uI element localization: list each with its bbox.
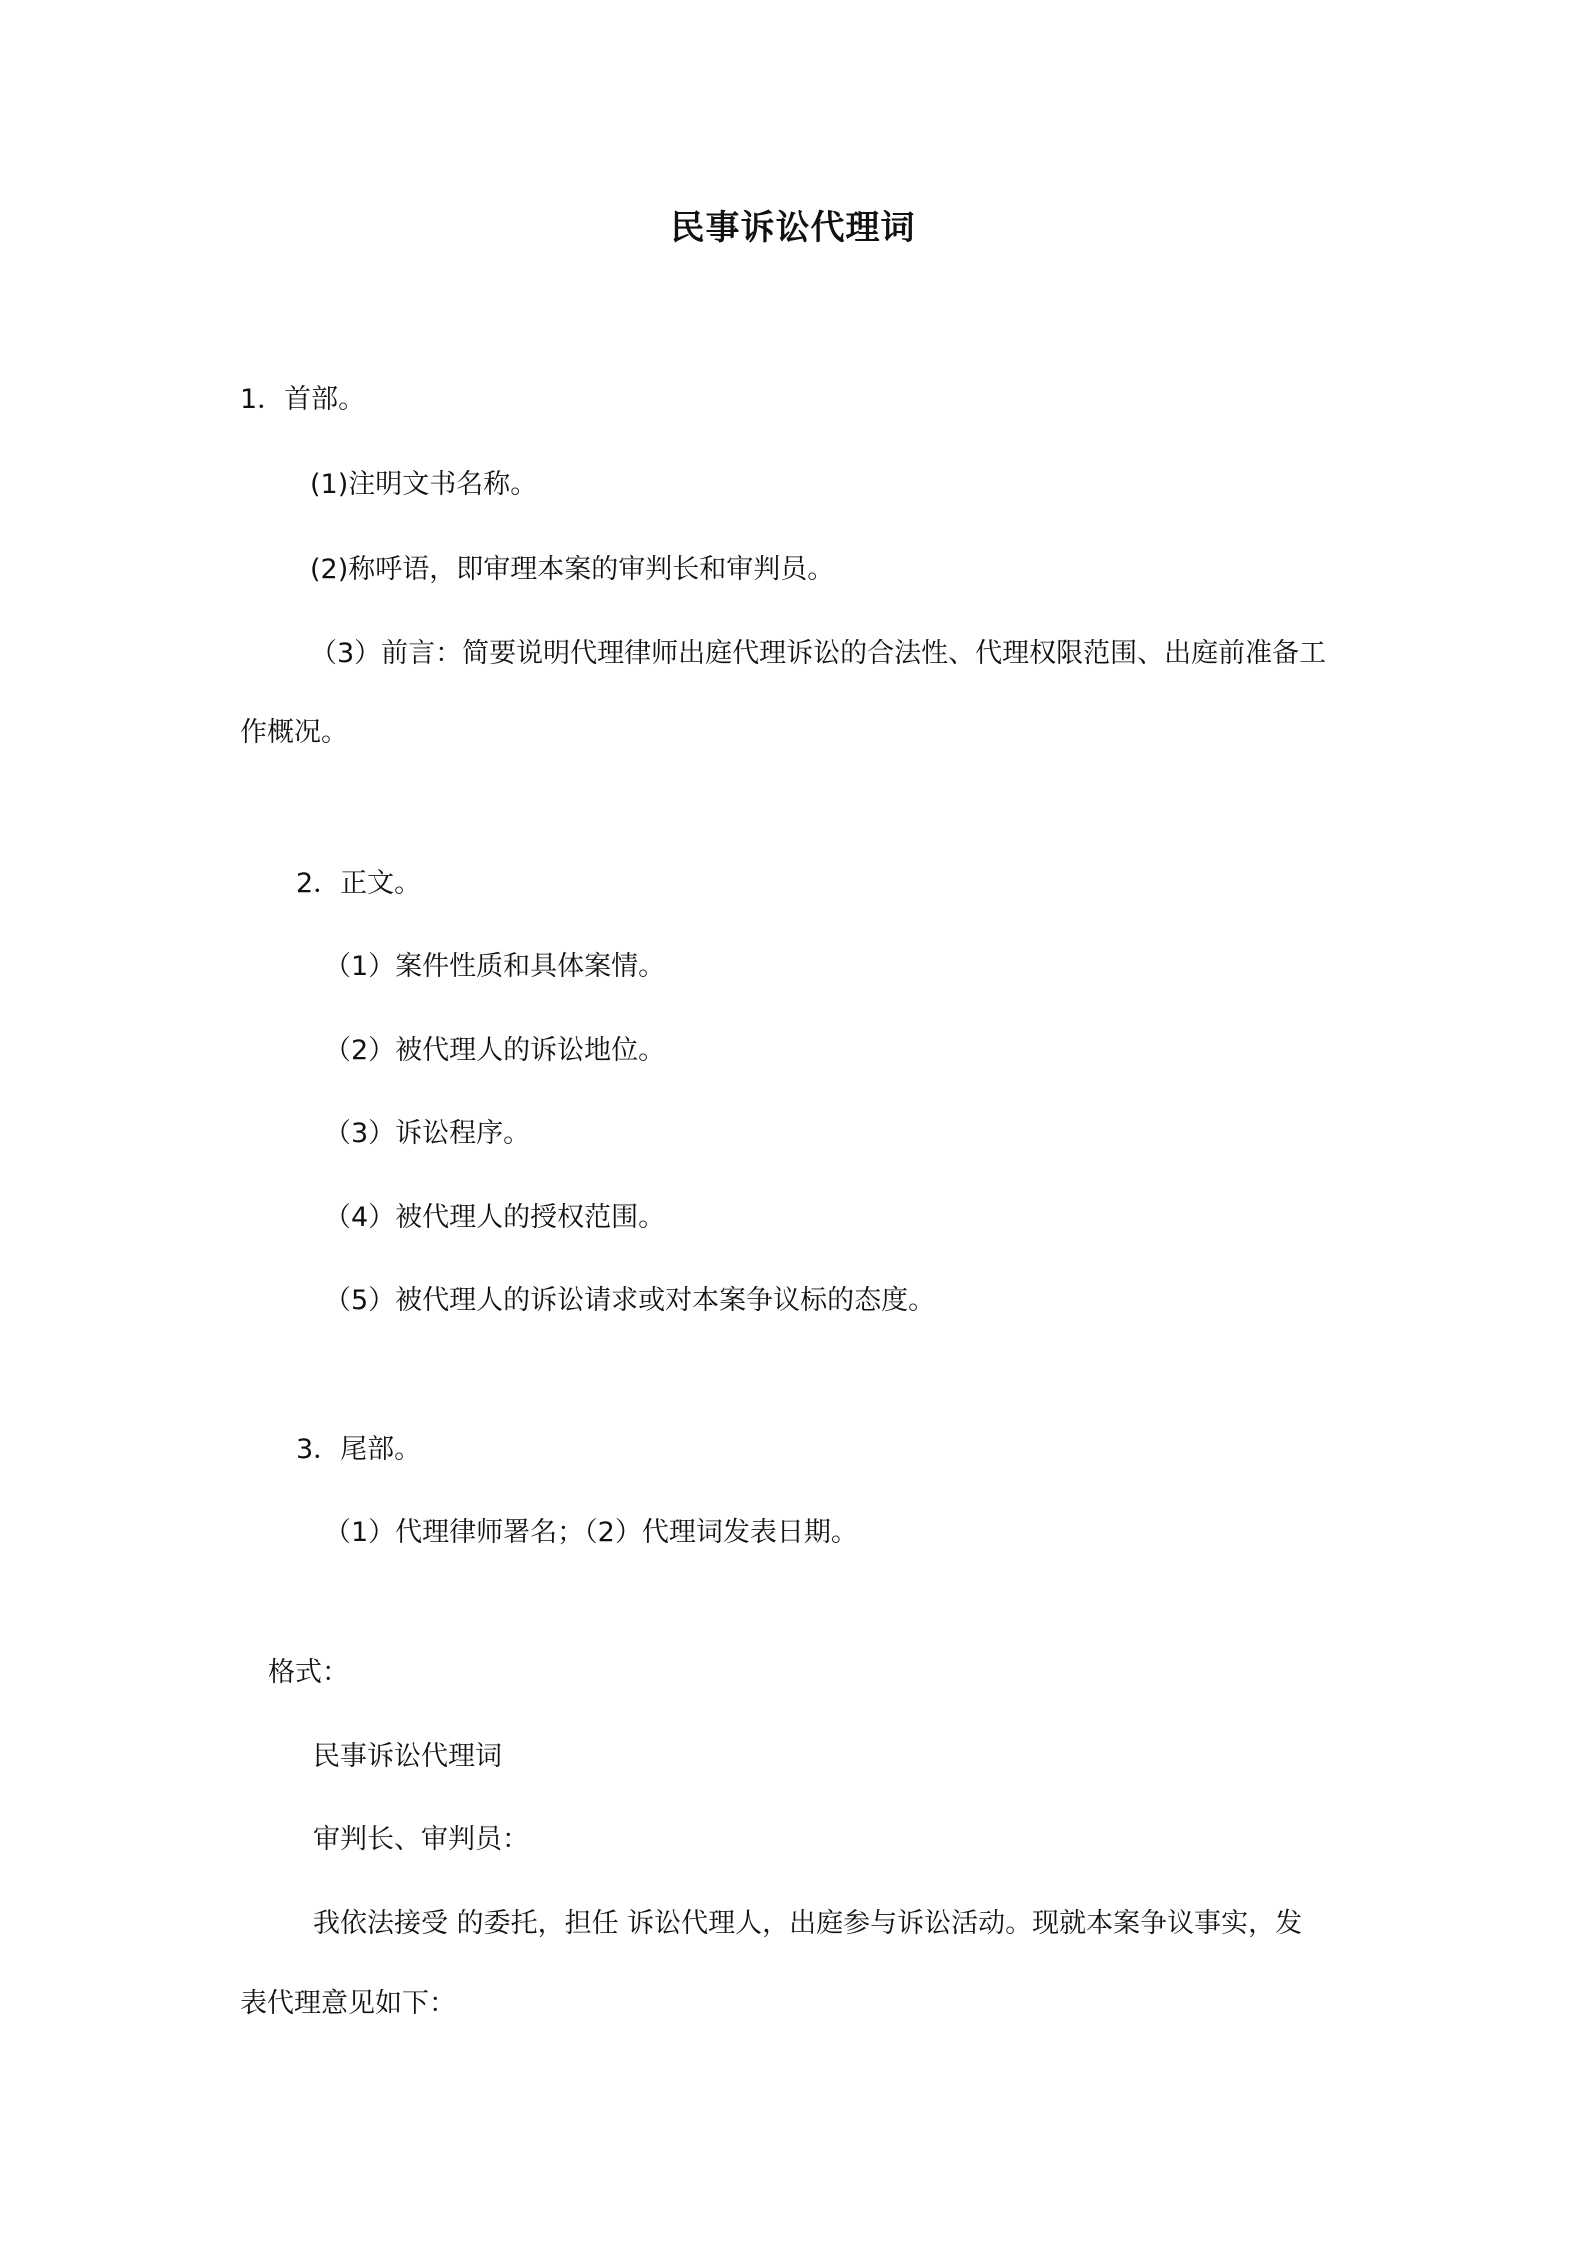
section1-item1: (1)注明文书名称。 — [310, 469, 538, 500]
document-title: 民事诉讼代理词 — [670, 208, 916, 248]
section3-item1: （1）代理律师署名；（2）代理词发表日期。 — [324, 1517, 858, 1548]
section2-item4: （4）被代理人的授权范围。 — [324, 1202, 666, 1233]
section1-item3-line1: （3）前言：简要说明代理律师出庭代理诉讼的合法性、代理权限范围、出庭前准备工 — [310, 638, 1327, 669]
section1-item2: (2)称呼语，即审理本案的审判长和审判员。 — [310, 554, 835, 585]
section2-item2: （2）被代理人的诉讼地位。 — [324, 1035, 666, 1066]
section1-item3-line2: 作概况。 — [240, 717, 348, 748]
section2-heading: 2．正文。 — [296, 868, 422, 899]
section3-heading: 3．尾部。 — [296, 1434, 422, 1465]
format-doc-title: 民事诉讼代理词 — [313, 1741, 502, 1772]
format-body-line1: 我依法接受 的委托，担任 诉讼代理人，出庭参与诉讼活动。现就本案争议事实，发 — [313, 1908, 1303, 1939]
format-salutation: 审判长、审判员： — [313, 1824, 529, 1855]
format-heading: 格式： — [268, 1657, 349, 1688]
section2-item3: （3）诉讼程序。 — [324, 1118, 531, 1149]
section2-item1: （1）案件性质和具体案情。 — [324, 951, 666, 982]
section1-heading: 1．首部。 — [240, 384, 366, 415]
section2-item5: （5）被代理人的诉讼请求或对本案争议标的态度。 — [324, 1285, 936, 1316]
format-body-line2: 表代理意见如下： — [240, 1988, 456, 2019]
